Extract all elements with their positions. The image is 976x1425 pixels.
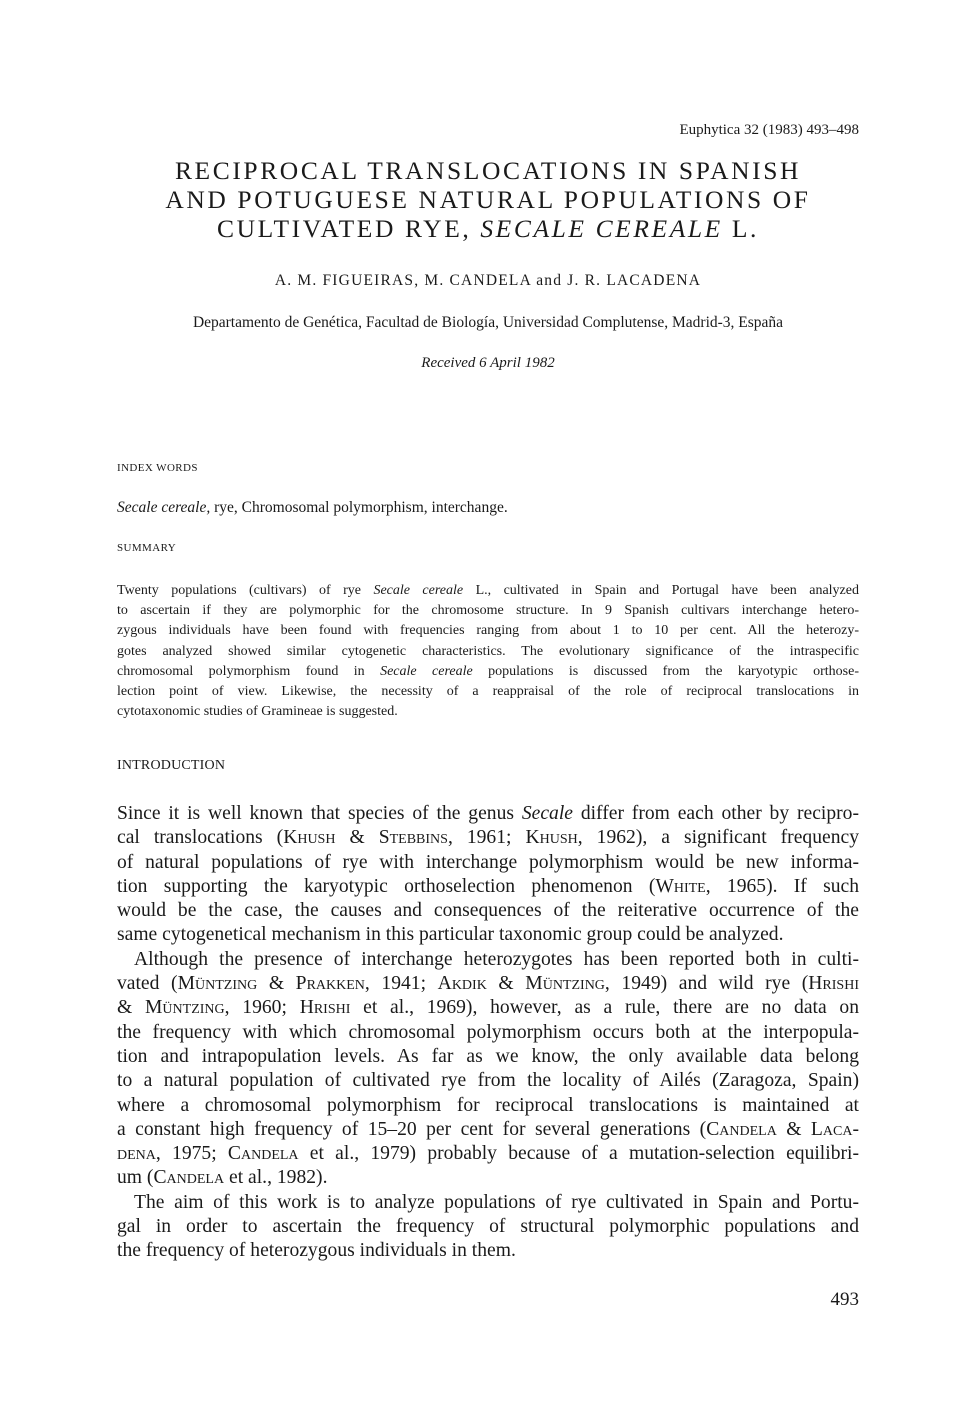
- intro-span: &: [117, 997, 145, 1019]
- intro-line: to a natural population of cultivated rye from the locality of Ailés (Zaragoza, Spain): [117, 1070, 859, 1092]
- intro-line: would be the case, the causes and consequences of the reiterative occurrence of the: [117, 900, 859, 922]
- index-words: [117, 499, 508, 517]
- citation: Hrishi: [299, 997, 351, 1019]
- intro-line: [117, 826, 859, 850]
- index-words-rest: rye, Chromosomal polymorphism, interchange.: [210, 499, 508, 516]
- intro-span: Since it is well known that species of the genus: [117, 803, 522, 824]
- intro-line: where a chromosomal polymorphism for reciprocal translocations is maintained at: [117, 1094, 859, 1116]
- intro-line: same cytogenetical mechanism in this particular taxonomic group could be analyzed.: [117, 924, 784, 946]
- citation: dena: [117, 1143, 156, 1165]
- intro-span: , 1962), a significant frequency: [577, 827, 859, 849]
- intro-span: cal translocations (: [117, 827, 284, 849]
- summary-heading: SUMMARY: [117, 542, 177, 554]
- summary-text-span: chromosomal polymorphism found in: [117, 663, 381, 679]
- journal-reference: Euphytica 32 (1983) 493–498: [679, 122, 859, 138]
- intro-line: gal in order to ascertain the frequency of structural polymorphic populations and: [117, 1216, 859, 1238]
- citation: Candela: [227, 1143, 299, 1165]
- article-title: [100, 156, 876, 243]
- intro-span: , 1949) and wild rye (: [604, 973, 809, 995]
- intro-line: Although the presence of interchange heterozygotes has been reported both in culti-: [134, 948, 859, 970]
- summary-line: gotes analyzed showed similar cytogenetic characteristics. The evolutionary significance of the intraspecific: [117, 643, 859, 659]
- intro-span: differ from each other by recipro-: [572, 803, 859, 824]
- intro-line: the frequency of heterozygous individuals in them.: [117, 1240, 516, 1262]
- intro-span: et al., 1969), however, as a rule, there are no data on: [350, 997, 860, 1019]
- intro-span: a constant high frequency of 15–20 per cent for several generations (: [117, 1118, 707, 1140]
- intro-span: , 1960;: [224, 997, 300, 1019]
- summary-text-span: Twenty populations (cultivars) of rye: [117, 583, 374, 598]
- intro-span: , 1961;: [447, 827, 526, 849]
- intro-line: [117, 1166, 859, 1190]
- authors: A. M. FIGUEIRAS, M. CANDELA and J. R. LACADENA: [274, 272, 702, 289]
- summary-species: Secale cereale: [373, 583, 464, 598]
- citation: Candela & Laca-: [706, 1118, 859, 1140]
- intro-span: , 1975;: [155, 1143, 228, 1165]
- introduction-heading: INTRODUCTION: [117, 758, 226, 773]
- intro-line: [117, 1142, 859, 1166]
- summary-line: [117, 662, 859, 682]
- title-line-1: RECIPROCAL TRANSLOCATIONS IN SPANISH: [174, 156, 802, 185]
- citation: Müntzing: [145, 997, 225, 1019]
- intro-span: , 1965). If such: [705, 875, 860, 897]
- intro-span: um (: [117, 1167, 154, 1189]
- intro-line: [117, 972, 859, 996]
- summary-line: zygous individuals have been found with frequencies ranging from about 1 to 10 per cent. All the heterozy-: [117, 623, 859, 639]
- affiliation: Departamento de Genética, Facultad de Biología, Universidad Complutense, Madrid-3, España: [192, 314, 784, 331]
- intro-span: tion supporting the karyotypic orthoselection phenomenon (: [117, 875, 656, 897]
- intro-genus: Secale: [521, 803, 573, 824]
- title-line-3-suffix: L.: [722, 214, 759, 243]
- summary-line: [117, 581, 859, 601]
- introduction-text: [117, 802, 859, 1264]
- summary-text-span: populations is discussed from the karyotypic orthose-: [472, 663, 859, 679]
- summary-text-span: L., cultivated in Spain and Portugal have been analyzed: [463, 583, 859, 598]
- page-number: 493: [830, 1289, 859, 1310]
- title-species: SECALE CEREALE: [480, 214, 723, 243]
- summary-line: to ascertain if they are polymorphic for the chromosome structure. In 9 Spanish cultivars interchange hetero-: [117, 603, 859, 619]
- index-words-heading: INDEX WORDS: [117, 462, 198, 474]
- citation: Akdik & Müntzing: [437, 973, 605, 995]
- summary-line: lection point of view. Likewise, the necessity of a reappraisal of the role of reciprocal translocations in: [117, 684, 859, 700]
- summary-text: [117, 581, 859, 722]
- citation: Candela: [153, 1167, 225, 1189]
- citation: Khush & Stebbins: [283, 827, 448, 849]
- intro-line: The aim of this work is to analyze populations of rye cultivated in Spain and Portu-: [134, 1191, 859, 1213]
- citation: Müntzing & Prakken: [177, 973, 365, 995]
- intro-line: [117, 875, 859, 899]
- intro-span: et al., 1982).: [224, 1167, 328, 1189]
- intro-line: [117, 802, 859, 826]
- intro-line: the frequency with which chromosomal polymorphism occurs both at the interpopula-: [117, 1021, 859, 1043]
- intro-line: of natural populations of rye with interchange polymorphism would be new informa-: [117, 851, 859, 873]
- index-words-species: Secale cereale,: [117, 499, 211, 516]
- citation: Khush: [525, 827, 578, 849]
- intro-line: [117, 996, 859, 1020]
- summary-line: cytotaxonomic studies of Gramineae is suggested.: [117, 704, 398, 720]
- summary-species: Secale cereale: [380, 663, 473, 679]
- title-line-2: AND POTUGUESE NATURAL POPULATIONS OF: [165, 185, 811, 214]
- intro-span: vated (: [117, 973, 178, 995]
- title-line-3-prefix: CULTIVATED RYE,: [216, 214, 481, 243]
- intro-line: tion and intrapopulation levels. As far as we know, the only available data belong: [117, 1045, 859, 1067]
- title-line-3: [100, 214, 876, 243]
- citation: Hrishi: [808, 973, 859, 995]
- intro-span: et al., 1979) probably because of a mutation-selection equilibri-: [298, 1143, 859, 1165]
- received-date: Received 6 April 1982: [421, 355, 555, 371]
- intro-span: , 1941;: [364, 973, 438, 995]
- citation: White: [655, 875, 706, 897]
- intro-line: [117, 1118, 859, 1142]
